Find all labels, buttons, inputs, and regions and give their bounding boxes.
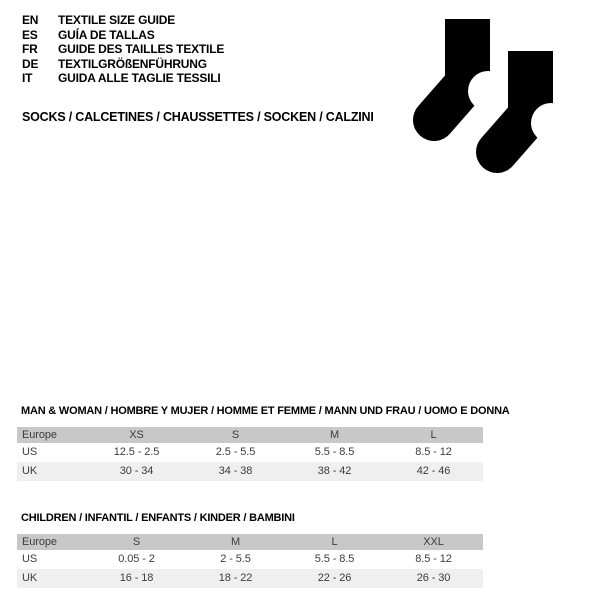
table-header-row [17, 534, 483, 550]
language-label: TEXTILGRÖßENFÜHRUNG [58, 56, 207, 71]
header-cell: L [331, 536, 338, 548]
header-cell: L [430, 429, 437, 441]
language-row [22, 28, 224, 43]
size-cell: 26 - 30 [416, 572, 451, 584]
language-list [22, 13, 224, 86]
language-row [22, 13, 224, 28]
size-cell: 34 - 38 [218, 465, 253, 477]
size-cell: 5.5 - 8.5 [314, 446, 355, 458]
table-row [17, 569, 483, 588]
language-label: GUÍA DE TALLAS [58, 27, 155, 42]
size-cell: 2 - 5.5 [220, 553, 251, 565]
size-cell: 38 - 42 [317, 465, 352, 477]
size-cell: 5.5 - 8.5 [314, 553, 355, 565]
language-code: DE [22, 56, 39, 71]
size-cell: 30 - 34 [119, 465, 154, 477]
size-cell: 16 - 18 [119, 572, 154, 584]
header-cell: XS [129, 429, 144, 441]
row-label: UK [22, 465, 38, 477]
category-heading: SOCKS / CALCETINES / CHAUSSETTES / SOCKEN / CALZINI [22, 110, 374, 124]
size-cell: 8.5 - 12 [415, 553, 452, 565]
table-title: MAN & WOMAN / HOMBRE Y MUJER / HOMME ET FEMME / MANN UND FRAU / UOMO E DONNA [21, 405, 510, 417]
size-cell: 2.5 - 5.5 [215, 446, 256, 458]
size-cell: 18 - 22 [218, 572, 253, 584]
table-row [17, 443, 483, 462]
header-cell: M [329, 429, 340, 441]
socks-icon [400, 0, 600, 200]
row-label: US [22, 446, 38, 458]
header-cell: Europe [22, 536, 57, 548]
size-table-children [17, 511, 483, 588]
row-label: US [22, 553, 38, 565]
table-title: CHILDREN / INFANTIL / ENFANTS / KINDER / BAMBINI [21, 512, 295, 524]
language-code: IT [22, 71, 33, 85]
header-cell: S [231, 429, 240, 441]
language-row [22, 71, 224, 86]
size-cell: 12.5 - 2.5 [113, 446, 160, 458]
header-cell: S [132, 536, 141, 548]
size-cell: 8.5 - 12 [415, 446, 452, 458]
row-label: UK [22, 572, 38, 584]
language-code: ES [22, 27, 38, 42]
table-row [17, 550, 483, 569]
language-code: EN [22, 13, 39, 27]
size-cell: 42 - 46 [416, 465, 451, 477]
size-table-man-woman [17, 404, 510, 481]
language-row [22, 42, 224, 57]
language-label: GUIDA ALLE TAGLIE TESSILI [58, 71, 221, 85]
table-row [17, 462, 483, 481]
language-label: TEXTILE SIZE GUIDE [58, 13, 176, 27]
language-code: FR [22, 42, 38, 56]
header-cell: M [230, 536, 241, 548]
header-cell: Europe [22, 429, 57, 441]
size-cell: 0.05 - 2 [118, 553, 155, 565]
header-cell: XXL [423, 536, 444, 548]
language-row [22, 57, 224, 72]
table-header-row [17, 427, 483, 443]
size-cell: 22 - 26 [317, 572, 352, 584]
language-label: GUIDE DES TAILLES TEXTILE [58, 42, 225, 56]
